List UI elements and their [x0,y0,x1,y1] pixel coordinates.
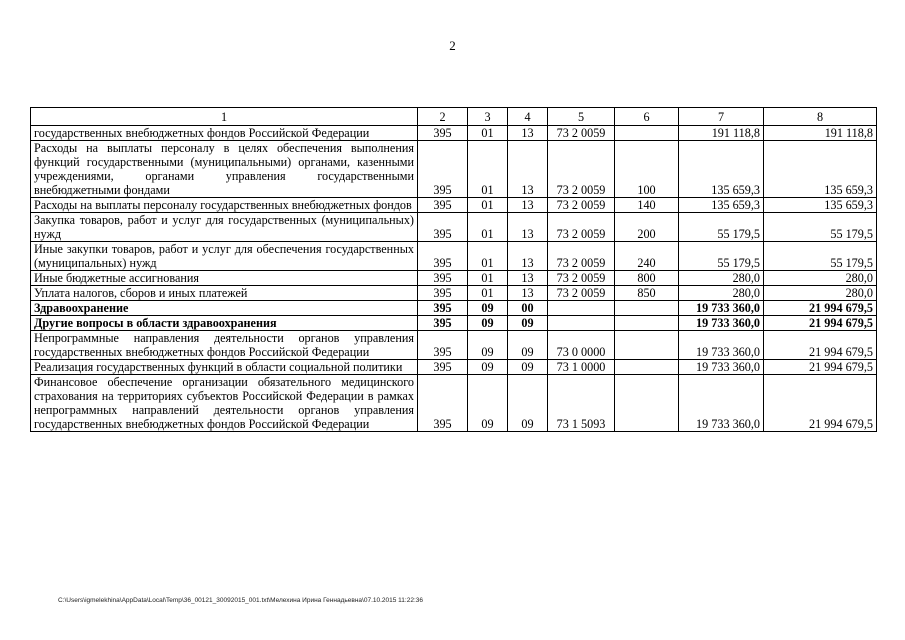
cell-subsection: 09 [508,360,548,375]
page-number: 2 [449,38,456,53]
footer-file-path: C:\Users\igmelekhina\AppData\Local\Temp\36_00121_30092015_001.txt\Мелехина Ирина Геннадьевна\07.10.2015 11:22:36 [58,597,423,604]
cell-amount-col7: 191 118,8 [679,126,764,141]
cell-subsection: 13 [508,141,548,198]
table-body [31,126,877,432]
table-row [31,360,877,375]
table-row [31,316,877,331]
cell-expense-type: 140 [615,198,679,213]
row-description: Иные бюджетные ассигнования [31,271,418,286]
column-header: 6 [615,108,679,126]
cell-amount-col7: 280,0 [679,271,764,286]
cell-amount-col8: 191 118,8 [764,126,877,141]
row-description: Реализация государственных функций в области социальной политики [31,360,418,375]
cell-target-item: 73 2 0059 [548,242,615,271]
cell-section: 01 [468,213,508,242]
cell-target-item [548,316,615,331]
table-row [31,198,877,213]
cell-section: 01 [468,242,508,271]
cell-amount-col8: 280,0 [764,271,877,286]
table-row [31,375,877,432]
cell-amount-col7: 19 733 360,0 [679,360,764,375]
column-header: 5 [548,108,615,126]
cell-ministry-code: 395 [418,213,468,242]
cell-subsection: 09 [508,375,548,432]
cell-amount-col8: 135 659,3 [764,141,877,198]
row-description: Иные закупки товаров, работ и услуг для обеспечения государственных (муниципальных) нужд [31,242,418,271]
cell-expense-type [615,301,679,316]
cell-subsection: 13 [508,198,548,213]
cell-subsection: 13 [508,213,548,242]
cell-section: 09 [468,375,508,432]
row-description: Уплата налогов, сборов и иных платежей [31,286,418,301]
budget-table [30,107,877,432]
table-row [31,242,877,271]
cell-target-item: 73 1 5093 [548,375,615,432]
cell-target-item: 73 1 0000 [548,360,615,375]
column-header: 4 [508,108,548,126]
cell-expense-type [615,126,679,141]
cell-amount-col7: 19 733 360,0 [679,375,764,432]
cell-section: 01 [468,141,508,198]
table-row [31,301,877,316]
cell-ministry-code: 395 [418,271,468,286]
cell-amount-col7: 19 733 360,0 [679,301,764,316]
cell-ministry-code: 395 [418,286,468,301]
column-header: 2 [418,108,468,126]
cell-section: 01 [468,126,508,141]
cell-ministry-code: 395 [418,198,468,213]
cell-expense-type: 200 [615,213,679,242]
cell-target-item: 73 2 0059 [548,141,615,198]
cell-amount-col8: 280,0 [764,286,877,301]
cell-subsection: 09 [508,331,548,360]
cell-section: 01 [468,271,508,286]
cell-amount-col8: 135 659,3 [764,198,877,213]
cell-amount-col8: 21 994 679,5 [764,360,877,375]
cell-ministry-code: 395 [418,301,468,316]
table-row [31,331,877,360]
table-header-row [31,108,877,126]
cell-amount-col7: 135 659,3 [679,198,764,213]
row-description: Расходы на выплаты персоналу государственных внебюджетных фондов [31,198,418,213]
cell-section: 01 [468,286,508,301]
cell-subsection: 13 [508,286,548,301]
row-description: Здравоохранение [31,301,418,316]
cell-target-item: 73 2 0059 [548,198,615,213]
row-description: Финансовое обеспечение организации обязательного медицинского страхования на территориях субъектов Российской Федерации в рамках непрограммных направлений деятельности органов управления государственных внебюджетных фондов Российской Федерации [31,375,418,432]
table-row [31,271,877,286]
cell-amount-col8: 21 994 679,5 [764,375,877,432]
cell-amount-col8: 55 179,5 [764,213,877,242]
row-description: Закупка товаров, работ и услуг для государственных (муниципальных) нужд [31,213,418,242]
cell-ministry-code: 395 [418,141,468,198]
cell-target-item: 73 0 0000 [548,331,615,360]
cell-section: 09 [468,331,508,360]
cell-expense-type: 100 [615,141,679,198]
cell-amount-col7: 280,0 [679,286,764,301]
cell-expense-type [615,375,679,432]
cell-ministry-code: 395 [418,375,468,432]
cell-amount-col8: 21 994 679,5 [764,331,877,360]
cell-amount-col8: 21 994 679,5 [764,301,877,316]
cell-expense-type [615,316,679,331]
cell-target-item: 73 2 0059 [548,213,615,242]
table-row [31,126,877,141]
column-header: 8 [764,108,877,126]
cell-amount-col7: 19 733 360,0 [679,331,764,360]
cell-ministry-code: 395 [418,360,468,375]
cell-amount-col7: 19 733 360,0 [679,316,764,331]
column-header: 3 [468,108,508,126]
cell-expense-type: 800 [615,271,679,286]
cell-amount-col8: 55 179,5 [764,242,877,271]
cell-section: 09 [468,301,508,316]
cell-expense-type: 850 [615,286,679,301]
cell-section: 09 [468,360,508,375]
cell-ministry-code: 395 [418,242,468,271]
cell-subsection: 00 [508,301,548,316]
cell-subsection: 13 [508,126,548,141]
cell-target-item: 73 2 0059 [548,271,615,286]
cell-section: 01 [468,198,508,213]
cell-ministry-code: 395 [418,331,468,360]
row-description: государственных внебюджетных фондов Российской Федерации [31,126,418,141]
cell-expense-type: 240 [615,242,679,271]
table-row [31,286,877,301]
cell-subsection: 13 [508,242,548,271]
column-header: 7 [679,108,764,126]
cell-amount-col8: 21 994 679,5 [764,316,877,331]
cell-ministry-code: 395 [418,316,468,331]
cell-amount-col7: 55 179,5 [679,242,764,271]
cell-subsection: 09 [508,316,548,331]
cell-subsection: 13 [508,271,548,286]
cell-amount-col7: 55 179,5 [679,213,764,242]
row-description: Другие вопросы в области здравоохранения [31,316,418,331]
cell-ministry-code: 395 [418,126,468,141]
table-row [31,141,877,198]
cell-target-item: 73 2 0059 [548,126,615,141]
cell-expense-type [615,360,679,375]
cell-amount-col7: 135 659,3 [679,141,764,198]
row-description: Расходы на выплаты персоналу в целях обеспечения выполнения функций государственными (муниципальными) органами, казенными учреждениями, органами управления государственными внебюджетными фондами [31,141,418,198]
row-description: Непрограммные направления деятельности органов управления государственных внебюджетных фондов Российской Федерации [31,331,418,360]
table-row [31,213,877,242]
column-header: 1 [31,108,418,126]
cell-target-item: 73 2 0059 [548,286,615,301]
cell-expense-type [615,331,679,360]
cell-section: 09 [468,316,508,331]
cell-target-item [548,301,615,316]
